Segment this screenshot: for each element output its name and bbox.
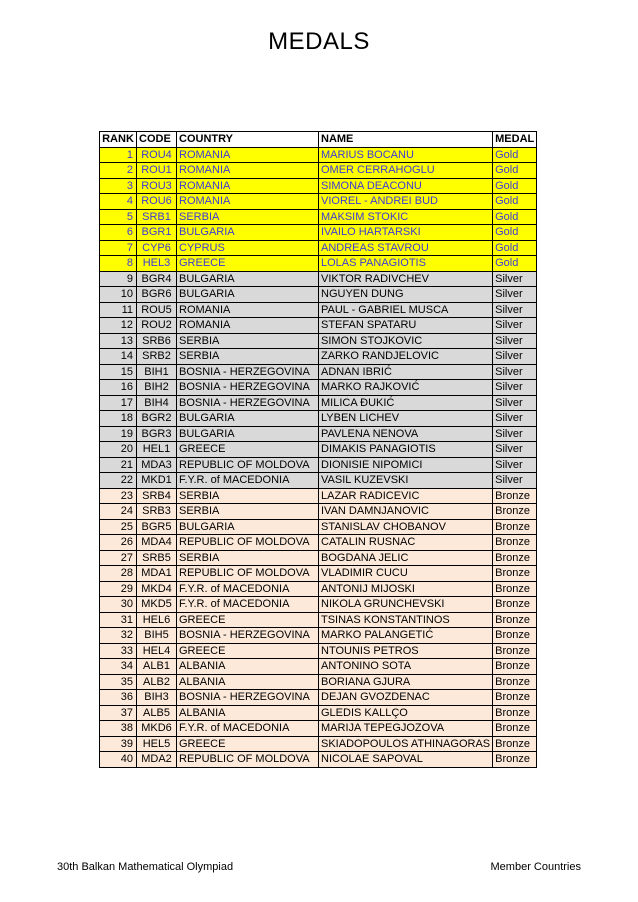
country-cell: REPUBLIC OF MOLDOVA bbox=[177, 566, 319, 582]
name-cell: VASIL KUZEVSKI bbox=[319, 473, 493, 489]
code-cell: ALB5 bbox=[137, 705, 177, 721]
table-row bbox=[100, 504, 537, 520]
name-cell: NICOLAE SAPOVAL bbox=[319, 752, 493, 768]
medal-cell: Bronze bbox=[493, 705, 537, 721]
code-cell: HEL3 bbox=[137, 256, 177, 272]
rank-cell: 34 bbox=[100, 659, 137, 675]
table-row bbox=[100, 457, 537, 473]
name-cell: SKIADOPOULOS ATHINAGORAS bbox=[319, 736, 493, 752]
country-cell: SERBIA bbox=[177, 333, 319, 349]
table-row bbox=[100, 612, 537, 628]
medal-cell: Bronze bbox=[493, 488, 537, 504]
name-cell: DEJAN GVOZDENAC bbox=[319, 690, 493, 706]
medal-cell: Bronze bbox=[493, 690, 537, 706]
rank-cell: 32 bbox=[100, 628, 137, 644]
table-row bbox=[100, 349, 537, 365]
table-row bbox=[100, 674, 537, 690]
rank-cell: 7 bbox=[100, 240, 137, 256]
country-cell: SERBIA bbox=[177, 488, 319, 504]
medal-cell: Silver bbox=[493, 442, 537, 458]
table-row bbox=[100, 705, 537, 721]
medal-cell: Silver bbox=[493, 473, 537, 489]
country-cell: ROMANIA bbox=[177, 163, 319, 179]
code-cell: BIH2 bbox=[137, 380, 177, 396]
rank-cell: 15 bbox=[100, 364, 137, 380]
table-row bbox=[100, 597, 537, 613]
table-row bbox=[100, 395, 537, 411]
medal-cell: Gold bbox=[493, 163, 537, 179]
medal-cell: Silver bbox=[493, 364, 537, 380]
table-row bbox=[100, 519, 537, 535]
table-row bbox=[100, 364, 537, 380]
name-cell: OMER CERRAHOGLU bbox=[319, 163, 493, 179]
country-cell: BULGARIA bbox=[177, 519, 319, 535]
medal-cell: Silver bbox=[493, 457, 537, 473]
code-cell: ROU5 bbox=[137, 302, 177, 318]
code-cell: BGR3 bbox=[137, 426, 177, 442]
medal-cell: Gold bbox=[493, 209, 537, 225]
code-cell: ROU4 bbox=[137, 147, 177, 163]
medal-cell: Gold bbox=[493, 240, 537, 256]
code-cell: ALB2 bbox=[137, 674, 177, 690]
medal-cell: Bronze bbox=[493, 519, 537, 535]
name-cell: BOGDANA JELIC bbox=[319, 550, 493, 566]
code-cell: SRB1 bbox=[137, 209, 177, 225]
name-cell: STANISLAV CHOBANOV bbox=[319, 519, 493, 535]
header-name: NAME bbox=[319, 132, 493, 148]
medal-cell: Bronze bbox=[493, 566, 537, 582]
rank-cell: 13 bbox=[100, 333, 137, 349]
code-cell: ROU1 bbox=[137, 163, 177, 179]
rank-cell: 10 bbox=[100, 287, 137, 303]
footer-section-name: Member Countries bbox=[490, 861, 581, 873]
name-cell: PAVLENA NENOVA bbox=[319, 426, 493, 442]
name-cell: MARKO PALANGETIĆ bbox=[319, 628, 493, 644]
country-cell: ROMANIA bbox=[177, 147, 319, 163]
rank-cell: 9 bbox=[100, 271, 137, 287]
name-cell: PAUL - GABRIEL MUSCA bbox=[319, 302, 493, 318]
name-cell: NTOUNIS PETROS bbox=[319, 643, 493, 659]
medal-cell: Silver bbox=[493, 302, 537, 318]
medal-cell: Silver bbox=[493, 380, 537, 396]
country-cell: F.Y.R. of MACEDONIA bbox=[177, 721, 319, 737]
rank-cell: 25 bbox=[100, 519, 137, 535]
medal-cell: Silver bbox=[493, 411, 537, 427]
name-cell: ANDREAS STAVROU bbox=[319, 240, 493, 256]
code-cell: BGR4 bbox=[137, 271, 177, 287]
name-cell: LOLAS PANAGIOTIS bbox=[319, 256, 493, 272]
rank-cell: 6 bbox=[100, 225, 137, 241]
country-cell: BULGARIA bbox=[177, 411, 319, 427]
table-row bbox=[100, 287, 537, 303]
name-cell: MARKO RAJKOVIĆ bbox=[319, 380, 493, 396]
medal-cell: Bronze bbox=[493, 612, 537, 628]
medal-cell: Gold bbox=[493, 178, 537, 194]
rank-cell: 2 bbox=[100, 163, 137, 179]
country-cell: BULGARIA bbox=[177, 287, 319, 303]
country-cell: BOSNIA - HERZEGOVINA bbox=[177, 364, 319, 380]
code-cell: MKD5 bbox=[137, 597, 177, 613]
country-cell: CYPRUS bbox=[177, 240, 319, 256]
code-cell: HEL1 bbox=[137, 442, 177, 458]
medal-cell: Bronze bbox=[493, 597, 537, 613]
table-row bbox=[100, 628, 537, 644]
table-row bbox=[100, 411, 537, 427]
rank-cell: 33 bbox=[100, 643, 137, 659]
name-cell: STEFAN SPATARU bbox=[319, 318, 493, 334]
table-row bbox=[100, 643, 537, 659]
table-row bbox=[100, 178, 537, 194]
rank-cell: 22 bbox=[100, 473, 137, 489]
medal-cell: Gold bbox=[493, 147, 537, 163]
name-cell: DIMAKIS PANAGIOTIS bbox=[319, 442, 493, 458]
medal-cell: Bronze bbox=[493, 721, 537, 737]
medal-cell: Silver bbox=[493, 287, 537, 303]
rank-cell: 35 bbox=[100, 674, 137, 690]
name-cell: ANTONIJ MIJOSKI bbox=[319, 581, 493, 597]
rank-cell: 18 bbox=[100, 411, 137, 427]
name-cell: BORIANA GJURA bbox=[319, 674, 493, 690]
country-cell: GREECE bbox=[177, 256, 319, 272]
name-cell: MILICA ĐUKIĆ bbox=[319, 395, 493, 411]
header-country: COUNTRY bbox=[177, 132, 319, 148]
country-cell: F.Y.R. of MACEDONIA bbox=[177, 581, 319, 597]
country-cell: SERBIA bbox=[177, 550, 319, 566]
name-cell: MARIJA TEPEGJOZOVA bbox=[319, 721, 493, 737]
rank-cell: 30 bbox=[100, 597, 137, 613]
medal-cell: Bronze bbox=[493, 752, 537, 768]
code-cell: HEL6 bbox=[137, 612, 177, 628]
code-cell: MDA1 bbox=[137, 566, 177, 582]
rank-cell: 24 bbox=[100, 504, 137, 520]
name-cell: ADNAN IBRIĆ bbox=[319, 364, 493, 380]
country-cell: SERBIA bbox=[177, 349, 319, 365]
code-cell: BIH4 bbox=[137, 395, 177, 411]
page-title: MEDALS bbox=[268, 28, 370, 55]
table-row bbox=[100, 473, 537, 489]
rank-cell: 14 bbox=[100, 349, 137, 365]
code-cell: SRB2 bbox=[137, 349, 177, 365]
code-cell: MKD4 bbox=[137, 581, 177, 597]
country-cell: ROMANIA bbox=[177, 318, 319, 334]
medal-cell: Silver bbox=[493, 271, 537, 287]
code-cell: SRB6 bbox=[137, 333, 177, 349]
medal-cell: Silver bbox=[493, 349, 537, 365]
rank-cell: 23 bbox=[100, 488, 137, 504]
table-row bbox=[100, 752, 537, 768]
rank-cell: 27 bbox=[100, 550, 137, 566]
name-cell: VIOREL - ANDREI BUD bbox=[319, 194, 493, 210]
rank-cell: 8 bbox=[100, 256, 137, 272]
medal-cell: Silver bbox=[493, 426, 537, 442]
table-row bbox=[100, 271, 537, 287]
code-cell: ALB1 bbox=[137, 659, 177, 675]
code-cell: BIH1 bbox=[137, 364, 177, 380]
code-cell: MKD1 bbox=[137, 473, 177, 489]
rank-cell: 40 bbox=[100, 752, 137, 768]
table-row bbox=[100, 318, 537, 334]
code-cell: ROU3 bbox=[137, 178, 177, 194]
code-cell: BGR2 bbox=[137, 411, 177, 427]
table-row bbox=[100, 566, 537, 582]
rank-cell: 4 bbox=[100, 194, 137, 210]
country-cell: GREECE bbox=[177, 612, 319, 628]
country-cell: GREECE bbox=[177, 736, 319, 752]
country-cell: ROMANIA bbox=[177, 194, 319, 210]
country-cell: F.Y.R. of MACEDONIA bbox=[177, 473, 319, 489]
code-cell: HEL4 bbox=[137, 643, 177, 659]
medal-cell: Gold bbox=[493, 194, 537, 210]
name-cell: ANTONINO SOTA bbox=[319, 659, 493, 675]
medal-cell: Bronze bbox=[493, 504, 537, 520]
rank-cell: 31 bbox=[100, 612, 137, 628]
table-row bbox=[100, 659, 537, 675]
medal-cell: Gold bbox=[493, 225, 537, 241]
country-cell: ROMANIA bbox=[177, 178, 319, 194]
code-cell: MKD6 bbox=[137, 721, 177, 737]
table-row bbox=[100, 426, 537, 442]
code-cell: BGR1 bbox=[137, 225, 177, 241]
country-cell: BULGARIA bbox=[177, 426, 319, 442]
country-cell: ROMANIA bbox=[177, 302, 319, 318]
country-cell: GREECE bbox=[177, 442, 319, 458]
rank-cell: 17 bbox=[100, 395, 137, 411]
table-row bbox=[100, 302, 537, 318]
name-cell: ZARKO RANDJELOVIC bbox=[319, 349, 493, 365]
name-cell: VIKTOR RADIVCHEV bbox=[319, 271, 493, 287]
rank-cell: 5 bbox=[100, 209, 137, 225]
country-cell: REPUBLIC OF MOLDOVA bbox=[177, 457, 319, 473]
country-cell: ALBANIA bbox=[177, 659, 319, 675]
rank-cell: 19 bbox=[100, 426, 137, 442]
header-code: CODE bbox=[137, 132, 177, 148]
country-cell: F.Y.R. of MACEDONIA bbox=[177, 597, 319, 613]
medal-cell: Bronze bbox=[493, 659, 537, 675]
code-cell: ROU6 bbox=[137, 194, 177, 210]
name-cell: GLEDIS KALLÇO bbox=[319, 705, 493, 721]
table-row bbox=[100, 163, 537, 179]
name-cell: CATALIN RUSNAC bbox=[319, 535, 493, 551]
name-cell: SIMON STOJKOVIC bbox=[319, 333, 493, 349]
rank-cell: 11 bbox=[100, 302, 137, 318]
code-cell: MDA4 bbox=[137, 535, 177, 551]
table-row bbox=[100, 225, 537, 241]
name-cell: SIMONA DEACONU bbox=[319, 178, 493, 194]
country-cell: BULGARIA bbox=[177, 271, 319, 287]
medal-cell: Gold bbox=[493, 256, 537, 272]
code-cell: MDA2 bbox=[137, 752, 177, 768]
rank-cell: 38 bbox=[100, 721, 137, 737]
country-cell: BULGARIA bbox=[177, 225, 319, 241]
code-cell: SRB5 bbox=[137, 550, 177, 566]
rank-cell: 26 bbox=[100, 535, 137, 551]
medal-cell: Bronze bbox=[493, 643, 537, 659]
table-row bbox=[100, 256, 537, 272]
medal-cell: Silver bbox=[493, 318, 537, 334]
medal-cell: Bronze bbox=[493, 736, 537, 752]
table-row bbox=[100, 550, 537, 566]
code-cell: ROU2 bbox=[137, 318, 177, 334]
table-header-row bbox=[100, 132, 537, 148]
table-row bbox=[100, 535, 537, 551]
header-medal: MEDAL bbox=[493, 132, 537, 148]
rank-cell: 1 bbox=[100, 147, 137, 163]
medal-cell: Silver bbox=[493, 395, 537, 411]
rank-cell: 12 bbox=[100, 318, 137, 334]
country-cell: BOSNIA - HERZEGOVINA bbox=[177, 628, 319, 644]
name-cell: MARIUS BOCANU bbox=[319, 147, 493, 163]
name-cell: IVAN DAMNJANOVIC bbox=[319, 504, 493, 520]
table-row bbox=[100, 736, 537, 752]
country-cell: BOSNIA - HERZEGOVINA bbox=[177, 380, 319, 396]
country-cell: SERBIA bbox=[177, 209, 319, 225]
table-row bbox=[100, 333, 537, 349]
name-cell: DIONISIE NIPOMICI bbox=[319, 457, 493, 473]
country-cell: GREECE bbox=[177, 643, 319, 659]
code-cell: HEL5 bbox=[137, 736, 177, 752]
medal-cell: Bronze bbox=[493, 628, 537, 644]
code-cell: CYP6 bbox=[137, 240, 177, 256]
country-cell: REPUBLIC OF MOLDOVA bbox=[177, 752, 319, 768]
country-cell: ALBANIA bbox=[177, 705, 319, 721]
rank-cell: 39 bbox=[100, 736, 137, 752]
code-cell: BIH5 bbox=[137, 628, 177, 644]
medals-table bbox=[99, 131, 537, 768]
medal-cell: Bronze bbox=[493, 535, 537, 551]
rank-cell: 3 bbox=[100, 178, 137, 194]
medal-cell: Silver bbox=[493, 333, 537, 349]
header-rank: RANK bbox=[100, 132, 137, 148]
table-row bbox=[100, 721, 537, 737]
table-row bbox=[100, 209, 537, 225]
country-cell: REPUBLIC OF MOLDOVA bbox=[177, 535, 319, 551]
rank-cell: 20 bbox=[100, 442, 137, 458]
medal-cell: Bronze bbox=[493, 581, 537, 597]
table-row bbox=[100, 240, 537, 256]
country-cell: ALBANIA bbox=[177, 674, 319, 690]
medal-cell: Bronze bbox=[493, 674, 537, 690]
footer-event-name: 30th Balkan Mathematical Olympiad bbox=[57, 861, 234, 873]
code-cell: BIH3 bbox=[137, 690, 177, 706]
name-cell: IVAILO HARTARSKI bbox=[319, 225, 493, 241]
table-row bbox=[100, 442, 537, 458]
table-row bbox=[100, 581, 537, 597]
table-row bbox=[100, 488, 537, 504]
code-cell: BGR6 bbox=[137, 287, 177, 303]
name-cell: MAKSIM STOKIC bbox=[319, 209, 493, 225]
rank-cell: 16 bbox=[100, 380, 137, 396]
rank-cell: 29 bbox=[100, 581, 137, 597]
code-cell: BGR5 bbox=[137, 519, 177, 535]
name-cell: NIKOLA GRUNCHEVSKI bbox=[319, 597, 493, 613]
name-cell: NGUYEN DUNG bbox=[319, 287, 493, 303]
code-cell: MDA3 bbox=[137, 457, 177, 473]
table-row bbox=[100, 690, 537, 706]
country-cell: BOSNIA - HERZEGOVINA bbox=[177, 690, 319, 706]
name-cell: VLADIMIR CUCU bbox=[319, 566, 493, 582]
rank-cell: 21 bbox=[100, 457, 137, 473]
name-cell: TSINAS KONSTANTINOS bbox=[319, 612, 493, 628]
table-row bbox=[100, 194, 537, 210]
table-row bbox=[100, 147, 537, 163]
name-cell: LAZAR RADICEVIC bbox=[319, 488, 493, 504]
code-cell: SRB3 bbox=[137, 504, 177, 520]
medal-cell: Bronze bbox=[493, 550, 537, 566]
table-row bbox=[100, 380, 537, 396]
rank-cell: 28 bbox=[100, 566, 137, 582]
name-cell: LYBEN LICHEV bbox=[319, 411, 493, 427]
rank-cell: 37 bbox=[100, 705, 137, 721]
rank-cell: 36 bbox=[100, 690, 137, 706]
country-cell: SERBIA bbox=[177, 504, 319, 520]
country-cell: BOSNIA - HERZEGOVINA bbox=[177, 395, 319, 411]
code-cell: SRB4 bbox=[137, 488, 177, 504]
